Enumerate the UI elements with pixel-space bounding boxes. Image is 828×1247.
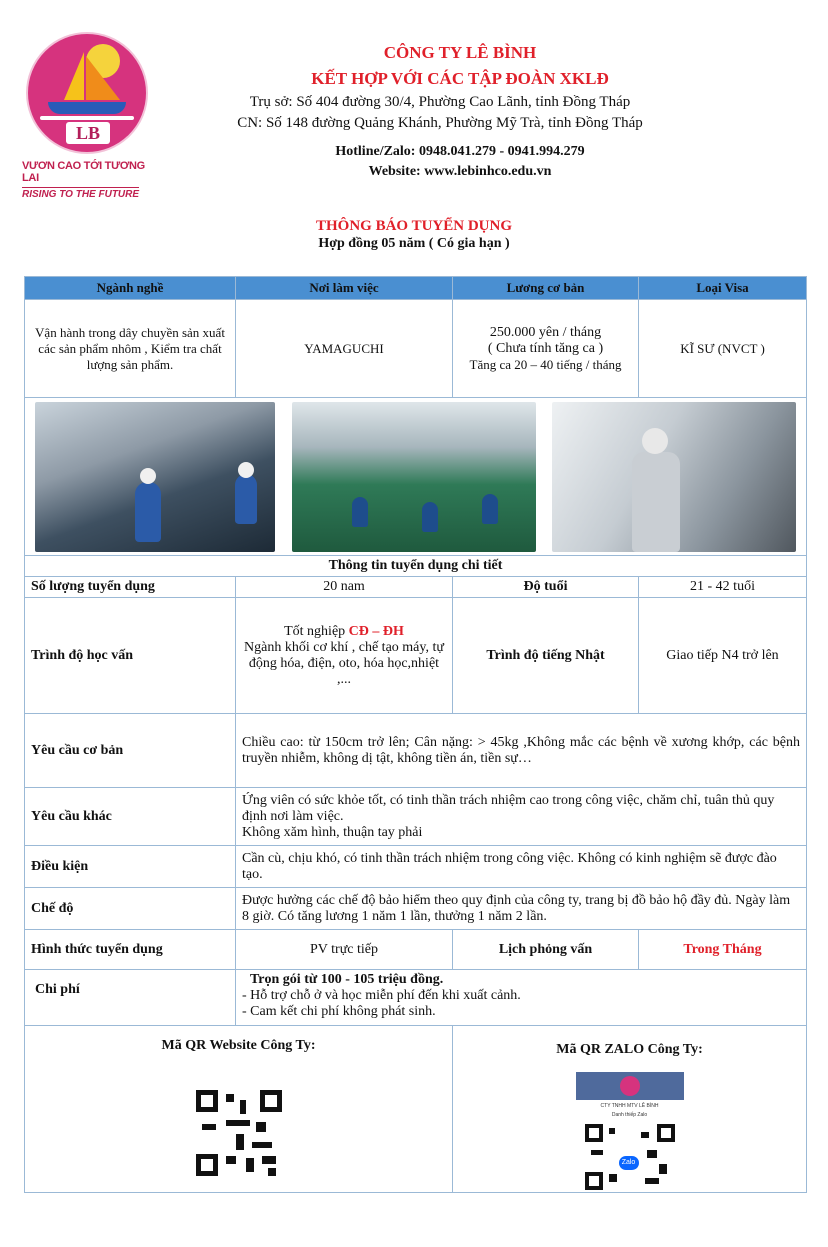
zalo-card-sub: Danh thiếp Zalo	[611, 1112, 648, 1118]
benefit-row	[25, 888, 807, 930]
header-visa: Loại Visa	[639, 277, 807, 300]
quantity-value: 20 nam	[236, 577, 453, 598]
company-logo	[22, 32, 152, 202]
education-label: Trình độ học vấn	[25, 598, 236, 714]
basic-req-row	[25, 714, 807, 788]
condition-row	[25, 846, 807, 888]
factory-photo-assembly-hall	[292, 402, 536, 552]
factory-photo-engineer	[552, 402, 796, 552]
details-title: Thông tin tuyển dụng chi tiết	[25, 556, 807, 577]
condition-value: Cần cù, chịu khó, có tinh thần trách nhiệm trong công việc. Không có kinh nghiệm sẽ được đào tạo.	[236, 846, 807, 888]
age-value: 21 - 42 tuổi	[639, 577, 807, 598]
cost-package: Trọn gói từ 100 - 105 triệu đồng.	[250, 972, 444, 987]
japanese-label: Trình độ tiếng Nhật	[453, 598, 639, 714]
other-req-label: Yêu cầu khác	[25, 788, 236, 846]
quantity-row	[25, 577, 807, 598]
education-value	[236, 598, 453, 714]
table-header-row	[25, 277, 807, 300]
zalo-card-name: CTY TNHH MTV LÊ BÌNH	[600, 1103, 659, 1109]
qr-row	[25, 1026, 807, 1193]
schedule-value: Trong Tháng	[639, 930, 807, 970]
condition-label: Điều kiện	[25, 846, 236, 888]
cost-label: Chi phí	[25, 970, 236, 1026]
basic-req-label: Yêu cầu cơ bản	[25, 714, 236, 788]
other-req-row	[25, 788, 807, 846]
qr-website-cell	[25, 1026, 453, 1193]
company-address	[160, 92, 720, 134]
qr-zalo-cell	[453, 1026, 807, 1193]
japanese-value: Giao tiếp N4 trở lên	[639, 598, 807, 714]
cost-value	[236, 970, 807, 1026]
recruitment-table	[24, 276, 807, 1193]
header-salary: Lương cơ bản	[453, 277, 639, 300]
hotline: Hotline/Zalo: 0948.041.279 - 0941.994.279	[335, 144, 585, 159]
notice-title: THÔNG BÁO TUYỂN DỤNG	[316, 218, 512, 234]
address-hq: Trụ sở: Số 404 đường 30/4, Phường Cao Lãnh, tỉnh Đồng Tháp	[249, 94, 631, 110]
salary-amount: 250.000 yên / tháng	[489, 324, 602, 340]
form-row	[25, 930, 807, 970]
address-branch: CN: Số 148 đường Quảng Khánh, Phường Mỹ Trà, tỉnh Đồng Tháp	[237, 115, 643, 131]
quantity-label: Số lượng tuyển dụng	[25, 577, 236, 598]
other-req-value	[236, 788, 807, 846]
cost-row	[25, 970, 807, 1026]
logo-slogan-en: RISING TO THE FUTURE	[22, 189, 140, 200]
header-location: Nơi làm việc	[236, 277, 453, 300]
company-contact	[180, 142, 740, 182]
logo-emblem	[26, 32, 148, 154]
letterhead	[0, 0, 828, 200]
job-visa: KĨ SƯ (NVCT )	[639, 300, 807, 398]
company-tagline: KẾT HỢP VỚI CÁC TẬP ĐOÀN XKLĐ	[311, 69, 609, 88]
education-degree: CĐ – ĐH	[348, 623, 404, 639]
age-label: Độ tuổi	[453, 577, 639, 598]
zalo-badge-icon: Zalo	[619, 1156, 639, 1170]
benefit-label: Chế độ	[25, 888, 236, 930]
details-title-row	[25, 556, 807, 577]
zalo-card-logo-icon	[620, 1076, 640, 1096]
form-label: Hình thức tuyển dụng	[25, 930, 236, 970]
other-req-line1: Ứng viên có sức khỏe tốt, có tinh thần trách nhiệm cao trong công việc, chăm chỉ, tuân thủ quy định nơi làm việc.	[242, 792, 775, 824]
company-name: CÔNG TY LÊ BÌNH	[383, 43, 537, 62]
job-salary	[453, 300, 639, 398]
education-prefix: Tốt nghiệp	[284, 623, 349, 639]
notice-subtitle: Hợp đồng 05 năm ( Có gia hạn )	[318, 236, 510, 251]
form-value: PV trực tiếp	[236, 930, 453, 970]
zalo-business-card	[576, 1072, 684, 1190]
job-row	[25, 300, 807, 398]
logo-slogan-vi: VƯƠN CAO TỚI TƯƠNG LAI	[22, 160, 145, 184]
website: Website: www.lebinhco.edu.vn	[368, 164, 552, 179]
schedule-label: Lịch phỏng vấn	[453, 930, 639, 970]
other-req-line2: Không xăm hình, thuận tay phải	[242, 824, 423, 840]
cost-commitment: - Cam kết chi phí không phát sinh.	[242, 1004, 436, 1019]
photo-row	[25, 398, 807, 556]
salary-note: ( Chưa tính tăng ca )	[487, 340, 604, 356]
photo-strip	[25, 398, 807, 556]
company-heading	[180, 40, 740, 92]
job-location: YAMAGUCHI	[236, 300, 453, 398]
qr-website-code	[196, 1090, 282, 1176]
basic-req-value: Chiều cao: từ 150cm trở lên; Cân nặng: > 45kg ,Không mắc các bệnh về xương khớp, các bệnh truyền nhiễm, không dị tật, không tiền án, tiền sự…	[236, 714, 807, 788]
header-job: Ngành nghề	[25, 277, 236, 300]
factory-photo-aluminium-line	[35, 402, 275, 552]
qr-website-label: Mã QR Website Công Ty:	[161, 1038, 316, 1053]
job-description: Vận hành trong dây chuyền sản xuất các sản phẩm nhôm , Kiểm tra chất lượng sản phẩm.	[25, 300, 236, 398]
education-fields: Ngành khối cơ khí , chế tạo máy, tự động hóa, điện, oto, hóa học,nhiệt ,...	[244, 639, 444, 687]
qr-zalo-label: Mã QR ZALO Công Ty:	[556, 1042, 703, 1057]
overtime-note: Tăng ca 20 – 40 tiếng / tháng	[469, 356, 622, 372]
cost-support: - Hỗ trợ chỗ ở và học miễn phí đến khi xuất cảnh.	[242, 988, 521, 1003]
qr-zalo-code	[585, 1124, 675, 1190]
notice-heading	[0, 217, 828, 253]
education-row	[25, 598, 807, 714]
benefit-value: Được hưởng các chế độ bảo hiểm theo quy định của công ty, trang bị đồ bảo hộ đầy đủ. Ngày làm 8 giờ. Có tăng lương 1 năm 1 lần, thưởng 1 năm 2 lần.	[236, 888, 807, 930]
logo-monogram: LB	[66, 122, 110, 144]
